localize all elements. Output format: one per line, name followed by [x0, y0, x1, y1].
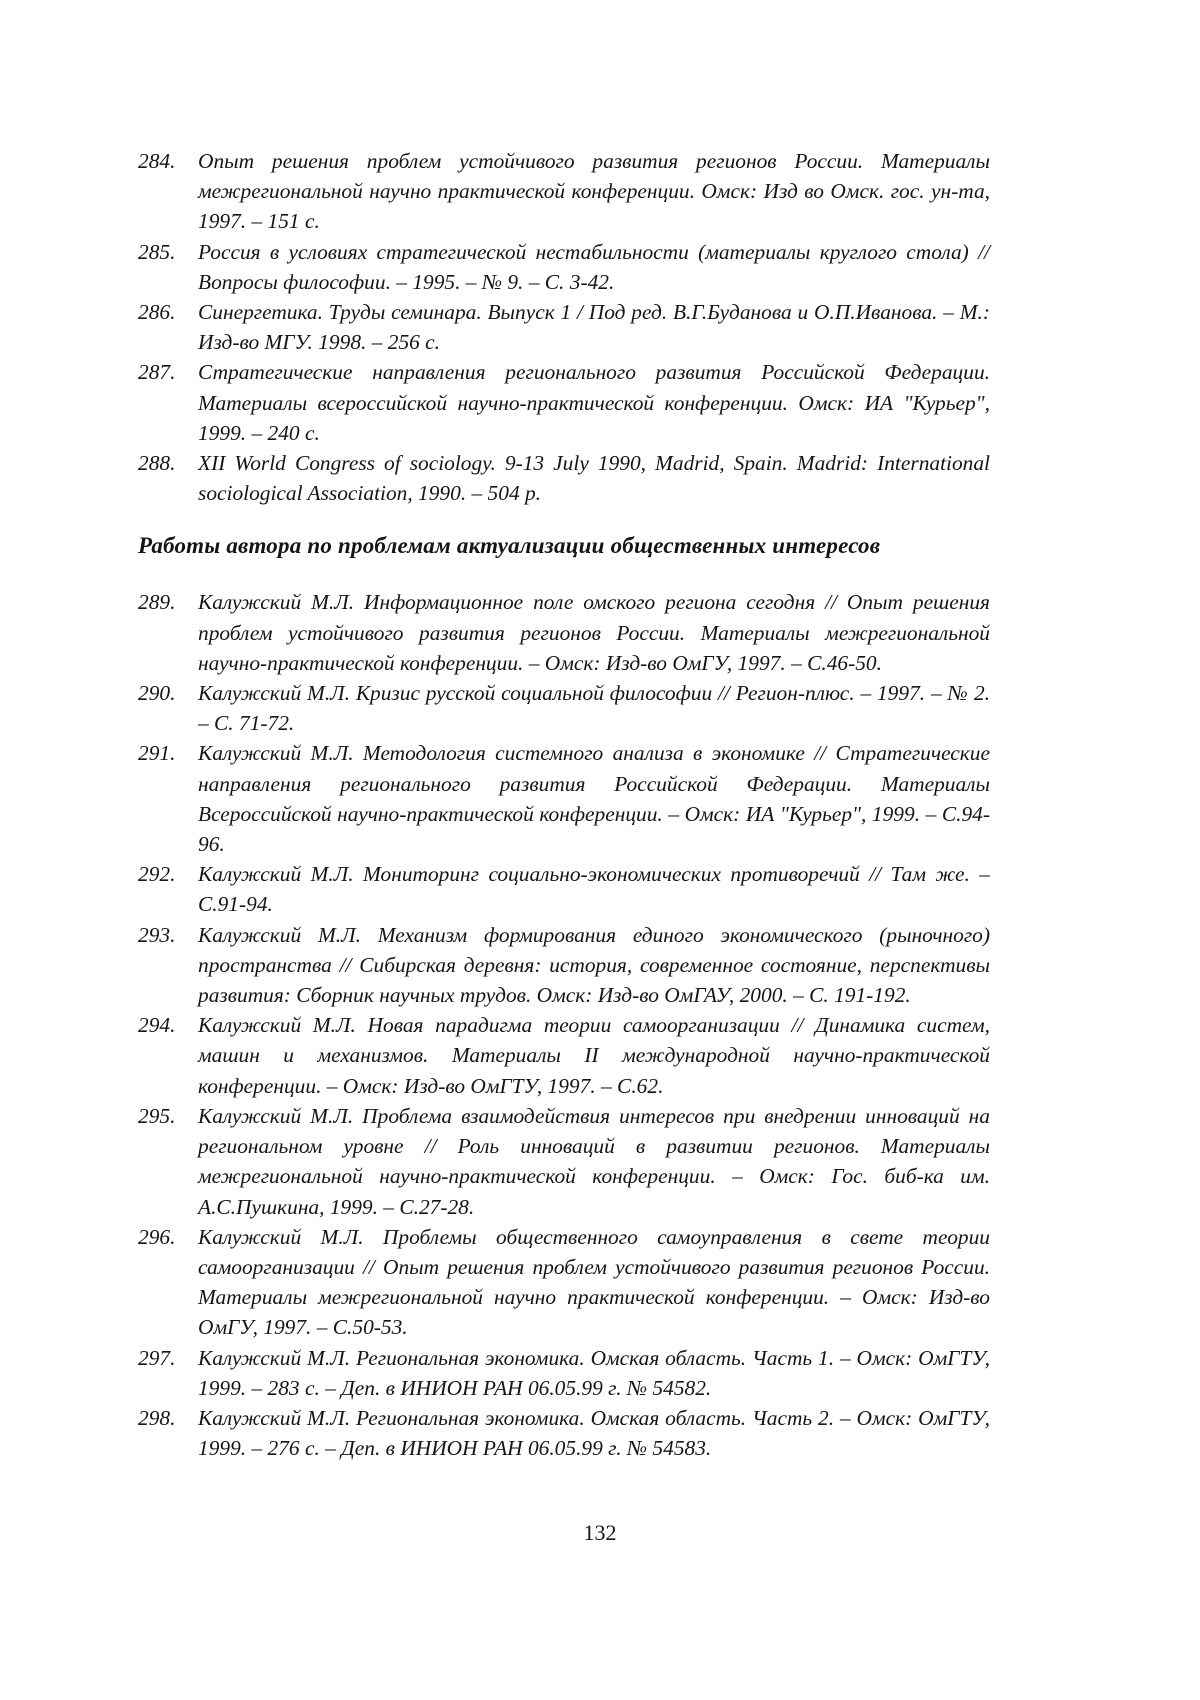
bibliography-entry [138, 357, 990, 448]
entry-text: Калужский М.Л. Мониторинг социально-экономических противоречий // Там же. – С.91-94. [198, 862, 990, 917]
entry-number: 285. [138, 239, 176, 264]
entry-number: 288. [138, 451, 176, 476]
entry-number: 297. [138, 1345, 176, 1370]
entry-text: Стратегические направления регионального развития Российской Федерации. Материалы всероссийской научно-практической конференции. Омск: ИА "Курьер", 1999. – 240 с. [198, 360, 990, 445]
bibliography-entry [138, 448, 990, 508]
entry-number: 298. [138, 1405, 176, 1430]
bibliography-content [138, 146, 990, 1463]
entry-number: 289. [138, 590, 176, 615]
entry-number: 292. [138, 862, 176, 887]
entry-number: 296. [138, 1224, 176, 1249]
bibliography-entry [138, 1101, 990, 1222]
bibliography-entry [138, 297, 990, 357]
entry-text: Калужский М.Л. Методология системного анализа в экономике // Стратегические направления регионального развития Российской Федерации. Материалы Всероссийской научно-практической конференции. – Омск: ИА "Курьер", 1999. – С.94-96. [198, 741, 990, 857]
entry-number: 294. [138, 1013, 176, 1038]
bibliography-entry [138, 587, 990, 678]
bibliography-entry [138, 859, 990, 919]
page-number: 132 [583, 1520, 617, 1545]
bibliography-entry [138, 1222, 990, 1343]
entry-text: Калужский М.Л. Проблемы общественного самоуправления в свете теории самоорганизации // Опыт решения проблем устойчивого развития регионов России. Материалы межрегиональной научно практической конференции. – Омск: Изд-во ОмГУ, 1997. – С.50-53. [198, 1224, 990, 1340]
bibliography-entry [138, 678, 990, 738]
entry-number: 287. [138, 360, 176, 385]
bibliography-entry [138, 237, 990, 297]
entry-number: 286. [138, 300, 176, 325]
entry-text: XII World Congress of sociology. 9-13 July 1990, Madrid, Spain. Madrid: International sociological Association, 1990. – 504 p. [198, 451, 990, 506]
entry-text: Калужский М.Л. Новая парадигма теории самоорганизации // Динамика систем, машин и механизмов. Материалы II международной научно-практической конференции. – Омск: Изд-во ОмГТУ, 1997. – С.62. [198, 1013, 990, 1098]
entry-text: Калужский М.Л. Проблема взаимодействия интересов при внедрении инноваций на региональном уровне // Роль инноваций в развитии регионов. Материалы межрегиональной научно-практической конференции. – Омск: Гос. биб-ка им. А.С.Пушкина, 1999. – С.27-28. [198, 1103, 990, 1219]
entry-number: 291. [138, 741, 176, 766]
entry-number: 290. [138, 681, 176, 706]
entry-text: Калужский М.Л. Региональная экономика. Омская область. Часть 2. – Омск: ОмГТУ, 1999. – 276 с. – Деп. в ИНИОН РАН 06.05.99 г. № 54583. [198, 1405, 990, 1461]
bibliography-entry [138, 146, 990, 237]
entry-text: Россия в условиях стратегической нестабильности (материалы круглого стола) // Вопросы философии. – 1995. – № 9. – С. 3-42. [198, 239, 990, 294]
bibliography-entry [138, 738, 990, 859]
bibliography-entry [138, 1010, 990, 1101]
entry-number: 284. [138, 149, 176, 173]
entry-number: 295. [138, 1103, 176, 1128]
entry-number: 293. [138, 922, 176, 947]
entry-text: Калужский М.Л. Информационное поле омского региона сегодня // Опыт решения проблем устойчивого развития регионов России. Материалы межрегиональной научно-практической конференции. – Омск: Изд-во ОмГУ, 1997. – С.46-50. [198, 590, 990, 675]
entry-text: Опыт решения проблем устойчивого развития регионов России. Материалы межрегиональной научно практической конференции. Омск: Изд во Омск. гос. ун-та, 1997. – 151 с. [198, 149, 990, 234]
entry-text: Синергетика. Труды семинара. Выпуск 1 / Под ред. В.Г.Буданова и О.П.Иванова. – М.: Изд-во МГУ. 1998. – 256 с. [198, 300, 990, 355]
entry-text: Калужский М.Л. Региональная экономика. Омская область. Часть 1. – Омск: ОмГТУ, 1999. – 283 с. – Деп. в ИНИОН РАН 06.05.99 г. № 54582. [198, 1345, 990, 1400]
bibliography-entry [138, 1403, 990, 1463]
entry-text: Калужский М.Л. Кризис русской социальной философии // Регион-плюс. – 1997. – № 2. – С. 71-72. [198, 681, 990, 736]
bibliography-entry [138, 920, 990, 1011]
section-heading: Работы автора по проблемам актуализации общественных интересов [138, 533, 881, 559]
bibliography-entry [138, 1343, 990, 1403]
entry-text: Калужский М.Л. Механизм формирования единого экономического (рыночного) пространства // Сибирская деревня: история, современное состояние, перспективы развития: Сборник научных трудов. Омск: Изд-во ОмГАУ, 2000. – С. 191-192. [198, 922, 990, 1008]
